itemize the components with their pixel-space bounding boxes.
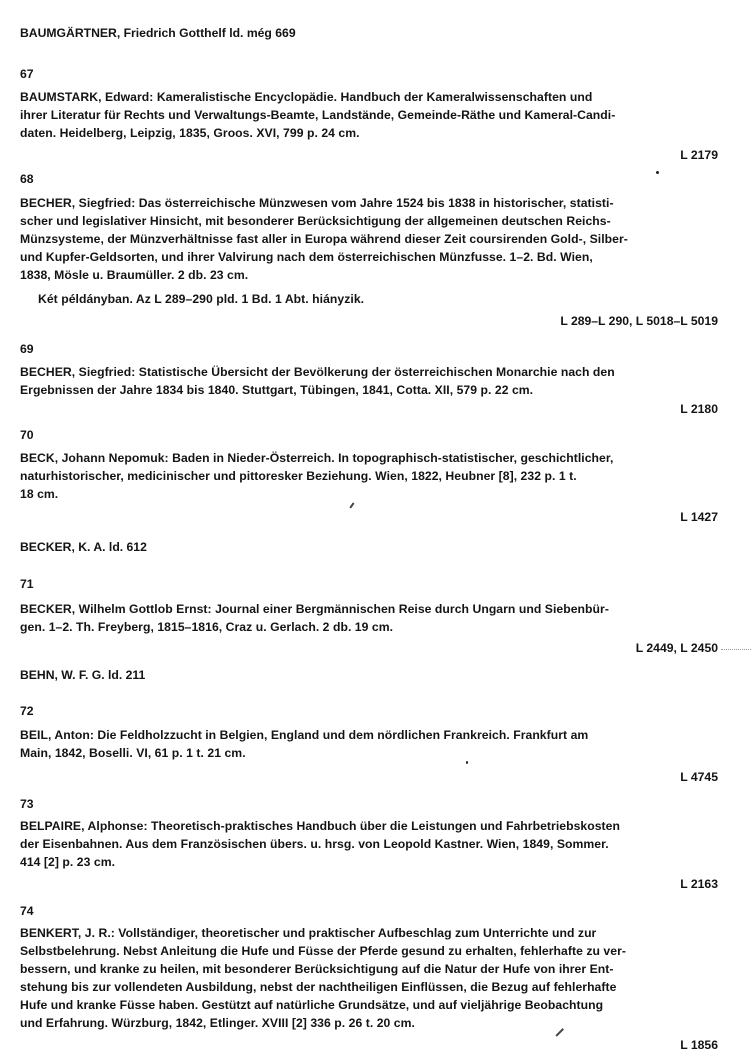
entry-text-line: 18 cm. — [20, 487, 59, 501]
entry-number: 71 — [20, 577, 34, 591]
header-cross-reference: BAUMGÄRTNER, Friedrich Gotthelf ld. még 669 — [20, 26, 296, 40]
entry-text-line: 1838, Mösle u. Braumüller. 2 db. 23 cm. — [20, 268, 249, 282]
entry-number: 72 — [20, 704, 34, 718]
shelf-reference: L 2179 — [680, 148, 718, 162]
shelf-reference: L 4745 — [680, 770, 718, 784]
entry-text-line: scher und legislativer Hinsicht, mit besonderer Berücksichtigung der allgemeinen deutschen Reichs- — [20, 214, 611, 228]
entry-text-line: und Kupfer-Geldsorten, und ihrer Valvirung nach dem österreichischen Münzfusse. 1–2. Bd. Wien, — [20, 250, 593, 264]
entry-text-line: Main, 1842, Boselli. VI, 61 p. 1 t. 21 cm. — [20, 746, 246, 760]
entry-text-line: gen. 1–2. Th. Freyberg, 1815–1816, Craz u. Gerlach. 2 db. 19 cm. — [20, 620, 394, 634]
entry-text-line: naturhistorischer, medicinischer und pittoresker Beziehung. Wien, 1822, Heubner [8], 232 p. 1 t. — [20, 469, 577, 483]
entry-text-line: Ergebnissen der Jahre 1834 bis 1840. Stuttgart, Tübingen, 1841, Cotta. XII, 579 p. 22 cm. — [20, 383, 534, 397]
entry-text-line: BENKERT, J. R.: Vollständiger, theoretischer und praktischer Aufbeschlag zum Unterrichte und zur — [20, 926, 597, 940]
entry-text-line: daten. Heidelberg, Leipzig, 1835, Groos. XVI, 799 p. 24 cm. — [20, 126, 360, 140]
entry-text-line: stehung bis zur vollendeten Ausbildung, nebst der nachtheiligen Einflüssen, die Bezug auf fehlerhafte — [20, 980, 617, 994]
entry-text-line: bessern, und kranke zu heilen, mit besonderer Berücksichtigung auf die Natur der Hufe von ihrer Ent- — [20, 962, 614, 976]
shelf-reference: L 1427 — [680, 510, 718, 524]
shelf-reference: L 2180 — [680, 402, 718, 416]
shelf-reference: L 1856 — [680, 1038, 718, 1052]
entry-text-line: Münzsysteme, der Münzverhältnisse fast aller in Europa während dieser Zeit coursirenden Gold-, Silber- — [20, 232, 628, 246]
entry-number: 70 — [20, 428, 34, 442]
scan-speck — [656, 171, 659, 174]
entry-note: Két példányban. Az L 289–290 pld. 1 Bd. 1 Abt. hiányzik. — [38, 292, 365, 306]
scan-dotted-trail — [721, 649, 751, 650]
shelf-reference: L 2163 — [680, 877, 718, 891]
cross-reference: BEHN, W. F. G. ld. 211 — [20, 668, 146, 682]
shelf-reference: L 289–L 290, L 5018–L 5019 — [560, 314, 718, 328]
entry-text-line: der Eisenbahnen. Aus dem Französischen übers. u. hrsg. von Leopold Kastner. Wien, 1849, Sommer. — [20, 837, 609, 851]
entry-text-line: BECHER, Siegfried: Statistische Übersicht der Bevölkerung der österreichischen Monarchie nach den — [20, 365, 615, 379]
entry-text-line: BECHER, Siegfried: Das österreichische Münzwesen vom Jahre 1524 bis 1838 in historischer, statisti- — [20, 196, 614, 210]
entry-text-line: BAUMSTARK, Edward: Kameralistische Encyclopädie. Handbuch der Kameralwissenschaften und — [20, 90, 593, 104]
scan-pen-mark — [349, 502, 354, 508]
entry-text-line: BECKER, Wilhelm Gottlob Ernst: Journal einer Bergmännischen Reise durch Ungarn und Siebenbür- — [20, 602, 609, 616]
entry-number: 73 — [20, 797, 34, 811]
entry-text-line: Selbstbelehrung. Nebst Anleitung die Hufe und Füsse der Pferde gesund zu erhalten, fehlerhafte zu ver- — [20, 944, 626, 958]
scan-pen-mark — [555, 1028, 563, 1036]
entry-text-line: Hufe und kranke Füsse haben. Gestützt auf natürliche Grundsätze, und auf vieljährige Beobachtung — [20, 998, 604, 1012]
entry-text-line: BELPAIRE, Alphonse: Theoretisch-praktisches Handbuch über die Leistungen und Fahrbetriebskosten — [20, 819, 620, 833]
entry-number: 74 — [20, 904, 34, 918]
entry-number: 68 — [20, 172, 34, 186]
shelf-reference: L 2449, L 2450 — [635, 641, 718, 655]
entry-text-line: BEIL, Anton: Die Feldholzzucht in Belgien, England und dem nördlichen Frankreich. Frankfurt am — [20, 728, 589, 742]
cross-reference: BECKER, K. A. ld. 612 — [20, 540, 147, 554]
entry-text-line: und Erfahrung. Würzburg, 1842, Etlinger. XVIII [2] 336 p. 26 t. 20 cm. — [20, 1016, 415, 1030]
scan-speck — [466, 761, 468, 764]
entry-text-line: BECK, Johann Nepomuk: Baden in Nieder-Österreich. In topographisch-statistischer, geschichtlicher, — [20, 451, 614, 465]
entry-number: 69 — [20, 342, 34, 356]
entry-text-line: ihrer Literatur für Rechts und Verwaltungs-Beamte, Landstände, Gemeinde-Räthe und Kameral-Candi- — [20, 108, 616, 122]
entry-text-line: 414 [2] p. 23 cm. — [20, 855, 116, 869]
entry-number: 67 — [20, 67, 34, 81]
